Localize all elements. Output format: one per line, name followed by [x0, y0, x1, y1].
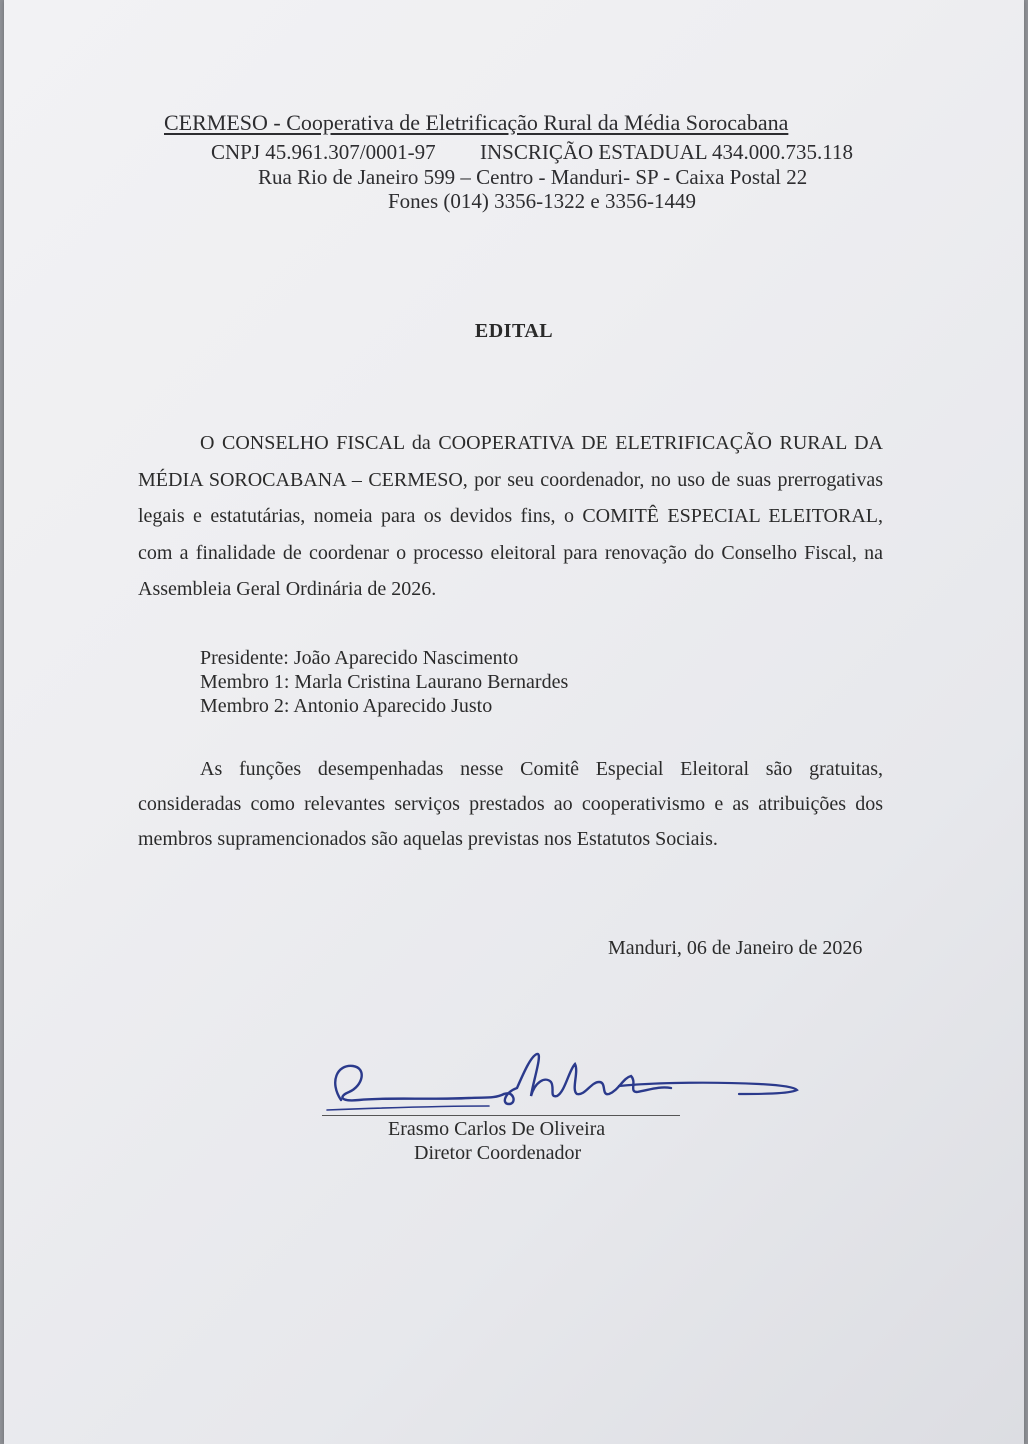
document-title: EDITAL — [474, 320, 554, 342]
state-registration: INSCRIÇÃO ESTADUAL 434.000.735.118 — [480, 140, 854, 164]
handwritten-signature — [319, 1042, 809, 1122]
signer-name: Erasmo Carlos De Oliveira — [388, 1118, 606, 1140]
member-1: Membro 1: Marla Cristina Laurano Bernardes — [200, 671, 569, 693]
cnpj: CNPJ 45.961.307/0001-97 — [211, 140, 436, 164]
member-president: Presidente: João Aparecido Nascimento — [200, 647, 519, 669]
company-address: Rua Rio de Janeiro 599 – Centro - Manduri- SP - Caixa Postal 22 — [258, 165, 808, 189]
company-phones: Fones (014) 3356-1322 e 3356-1449 — [388, 189, 696, 213]
company-name: CERMESO - Cooperativa de Eletrificação Rural da Média Sorocabana — [164, 110, 789, 135]
paragraph-appointment: O CONSELHO FISCAL da COOPERATIVA DE ELETRIFICAÇÃO RURAL DA MÉDIA SOROCABANA – CERMESO, por seu coordenador, no uso de suas prerrogativas legais e estatutárias, nomeia para os devidos fins, o COMITÊ ESPECIAL ELEITORAL, com a finalidade de coordenar o processo eleitoral para renovação do Conselho Fiscal, na Assembleia Geral Ordinária de 2026. — [138, 432, 883, 600]
document-page — [4, 0, 1024, 1444]
paragraph-functions: As funções desempenhadas nesse Comitê Especial Eleitoral são gratuitas, consideradas como relevantes serviços prestados ao cooperativismo e as atribuições dos membros supramencionados são aquelas previstas nos Estatutos Sociais. — [138, 758, 883, 850]
date-line: Manduri, 06 de Janeiro de 2026 — [608, 937, 863, 959]
signature-line — [322, 1115, 680, 1116]
signer-role: Diretor Coordenador — [414, 1142, 582, 1164]
member-2: Membro 2: Antonio Aparecido Justo — [200, 695, 493, 717]
committee-members-list — [200, 646, 568, 718]
